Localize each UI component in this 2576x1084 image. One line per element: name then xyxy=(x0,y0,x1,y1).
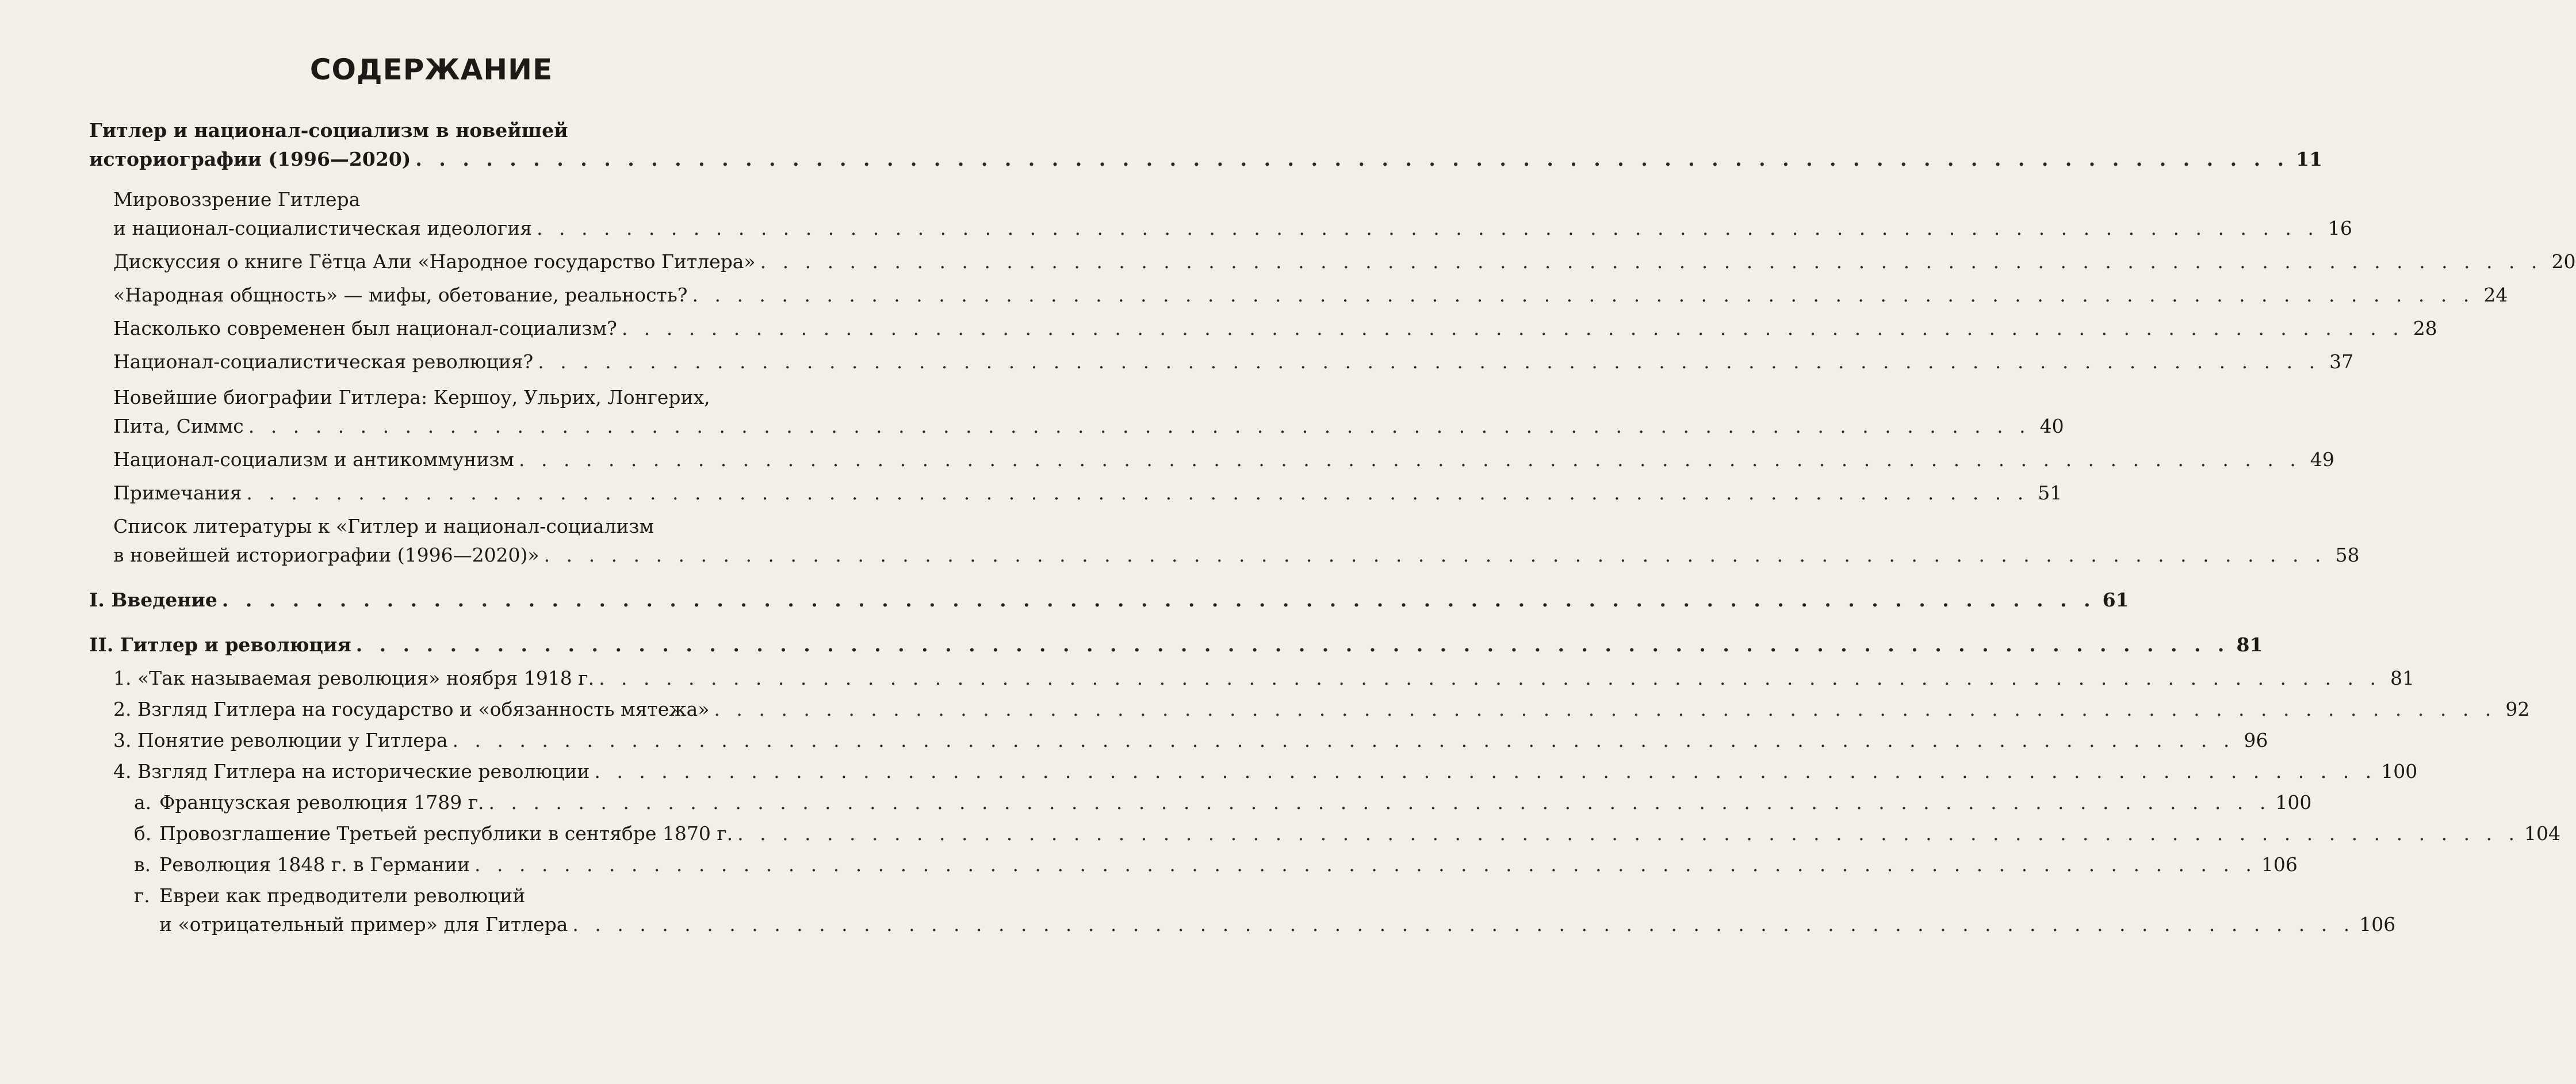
toc-entry-text: Национал-социалистическая революция? xyxy=(113,350,534,373)
page-number: 20 xyxy=(2551,250,2576,273)
leader-dots: . . . . . . . . . . . . . . . . . . . . . . . . . . . . . . . . . . . . . . . . . . . . . . . . . . . . . . . . . . . . . . . . . . . . . . . . . . . . . . . . xyxy=(248,415,2031,437)
toc-entry xyxy=(89,881,2396,939)
toc-entry xyxy=(89,631,2263,659)
leader-dots: . . . . . . . . . . . . . . . . . . . . . . . . . . . . . . . . . . . . . . . . . . . . . . . . . . . . . . . . . . . . . . . . . . . . . . . . . . . . . . . . xyxy=(355,633,2230,656)
toc-entry-text: Национал-социализм и антикоммунизм xyxy=(113,448,514,471)
toc-entry-marker: б. xyxy=(134,822,152,845)
leader-dots: . . . . . . . . . . . . . . . . . . . . . . . . . . . . . . . . . . . . . . . . . . . . . . . . . . . . . . . . . . . . . . . . . . . . . . . . . . . . . . . . xyxy=(594,760,2377,783)
toc-entry xyxy=(89,695,2530,724)
page-number: 16 xyxy=(2328,217,2352,239)
toc-entry xyxy=(89,757,2418,786)
leader-dots: . . . . . . . . . . . . . . . . . . . . . . . . . . . . . . . . . . . . . . . . . . . . . . . . . . . . . . . . . . . . . . . . . . . . . . . . . . . . . . . . xyxy=(415,148,2290,170)
table-of-contents xyxy=(89,113,2576,939)
toc-entry-text: Провозглашение Третьей республики в сентябре 1870 г. xyxy=(159,822,733,845)
toc-entry xyxy=(89,185,2352,243)
page-number: 81 xyxy=(2236,633,2263,656)
leader-dots: . . . . . . . . . . . . . . . . . . . . . . . . . . . . . . . . . . . . . . . . . . . . . . . . . . . . . . . . . . . . . . . . . . . . . . . . . . . . . . . . xyxy=(538,350,2321,373)
toc-entry-text: в новейшей историографии (1996—2020)» xyxy=(113,544,539,566)
toc-entry-text: историографии (1996—2020) xyxy=(89,148,411,170)
toc-entry xyxy=(89,348,2354,376)
leader-dots: . . . . . . . . . . . . . . . . . . . . . . . . . . . . . . . . . . . . . . . . . . . . . . . . . . . . . . . . . . . . . . . . . . . . . . . . . . . . . . . . xyxy=(692,284,2475,306)
page-number: 81 xyxy=(2390,667,2414,689)
leader-dots: . . . . . . . . . . . . . . . . . . . . . . . . . . . . . . . . . . . . . . . . . . . . . . . . . . . . . . . . . . . . . . . . . . . . . . . . . . . . . . . . xyxy=(714,698,2497,720)
toc-entry xyxy=(89,445,2334,474)
page-number: 92 xyxy=(2505,698,2530,720)
page-number: 40 xyxy=(2039,415,2064,437)
toc-entry xyxy=(89,479,2062,507)
toc-entry-text: 1. «Так называемая революция» ноября 1918 г. xyxy=(113,667,595,689)
toc-entry xyxy=(89,586,2129,614)
toc-entry-text: Насколько современен был национал-социализм? xyxy=(113,317,617,339)
toc-entry xyxy=(89,314,2437,343)
toc-entry-text: Список литературы к «Гитлер и национал-социализм xyxy=(113,515,654,537)
toc-entry-text: 2. Взгляд Гитлера на государство и «обязанность мятежа» xyxy=(113,698,710,720)
toc-entry-text: Революция 1848 г. в Германии xyxy=(159,853,470,876)
toc-entry-marker: в. xyxy=(134,853,151,876)
toc-entry xyxy=(89,281,2508,310)
page-number: 61 xyxy=(2102,589,2129,611)
toc-entry-text: и национал-социалистическая идеология xyxy=(113,217,533,239)
leader-dots: . . . . . . . . . . . . . . . . . . . . . . . . . . . . . . . . . . . . . . . . . . . . . . . . . . . . . . . . . . . . . . . . . . . . . . . . . . . . . . . . xyxy=(572,913,2355,936)
leader-dots: . . . . . . . . . . . . . . . . . . . . . . . . . . . . . . . . . . . . . . . . . . . . . . . . . . . . . . . . . . . . . . . . . . . . . . . . . . . . . . . . xyxy=(737,822,2520,845)
toc-entry-marker: г. xyxy=(134,884,150,907)
toc-entry-text: II. Гитлер и революция xyxy=(89,633,351,656)
toc-entry-text: Дискуссия о книге Гётца Али «Народное государство Гитлера» xyxy=(113,250,756,273)
page-number: 11 xyxy=(2296,148,2323,170)
toc-entry-text: I. Введение xyxy=(89,589,217,611)
page-number: 96 xyxy=(2244,729,2268,751)
toc-entry xyxy=(89,819,2561,848)
toc-entry-marker: а. xyxy=(134,791,152,814)
page-number: 100 xyxy=(2381,760,2418,783)
page-number: 104 xyxy=(2524,822,2561,845)
page-number: 37 xyxy=(2329,350,2354,373)
toc-entry-text: Примечания xyxy=(113,482,242,504)
page-number: 24 xyxy=(2483,284,2508,306)
toc-entry-text: Евреи как предводители революций xyxy=(159,884,526,907)
leader-dots: . . . . . . . . . . . . . . . . . . . . . . . . . . . . . . . . . . . . . . . . . . . . . . . . . . . . . . . . . . . . . . . . . . . . . . . . . . . . . . . . xyxy=(518,448,2301,471)
toc-entry xyxy=(89,512,2360,570)
page-number: 106 xyxy=(2359,913,2396,936)
toc-entry-text: Пита, Симмс xyxy=(113,415,244,437)
toc-entry-text: Мировоззрение Гитлера xyxy=(113,188,361,211)
page-title: СОДЕРЖАНИЕ xyxy=(309,53,553,86)
leader-dots: . . . . . . . . . . . . . . . . . . . . . . . . . . . . . . . . . . . . . . . . . . . . . . . . . . . . . . . . . . . . . . . . . . . . . . . . . . . . . . . . xyxy=(760,250,2543,273)
toc-entry-text: 4. Взгляд Гитлера на исторические революции xyxy=(113,760,590,783)
toc-entry-text: Новейшие биографии Гитлера: Кершоу, Ульрих, Лонгерих, xyxy=(113,386,710,409)
page-number: 49 xyxy=(2310,448,2334,471)
toc-entry xyxy=(89,788,2312,817)
toc-entry xyxy=(89,116,2323,174)
toc-entry-text: Французская революция 1789 г. xyxy=(159,791,484,814)
toc-entry xyxy=(89,664,2414,693)
leader-dots: . . . . . . . . . . . . . . . . . . . . . . . . . . . . . . . . . . . . . . . . . . . . . . . . . . . . . . . . . . . . . . . . . . . . . . . . . . . . . . . . xyxy=(221,589,2096,611)
toc-entry xyxy=(89,850,2298,879)
leader-dots: . . . . . . . . . . . . . . . . . . . . . . . . . . . . . . . . . . . . . . . . . . . . . . . . . . . . . . . . . . . . . . . . . . . . . . . . . . . . . . . . xyxy=(488,791,2271,814)
page-number: 28 xyxy=(2413,317,2437,339)
toc-entry-text: 3. Понятие революции у Гитлера xyxy=(113,729,448,751)
toc-entry-text: Гитлер и национал-социализм в новейшей xyxy=(89,119,568,142)
leader-dots: . . . . . . . . . . . . . . . . . . . . . . . . . . . . . . . . . . . . . . . . . . . . . . . . . . . . . . . . . . . . . . . . . . . . . . . . . . . . . . . . xyxy=(474,853,2257,876)
page-number: 58 xyxy=(2335,544,2360,566)
leader-dots: . . . . . . . . . . . . . . . . . . . . . . . . . . . . . . . . . . . . . . . . . . . . . . . . . . . . . . . . . . . . . . . . . . . . . . . . . . . . . . . . xyxy=(599,667,2381,689)
toc-entry xyxy=(89,247,2576,276)
toc-entry xyxy=(89,383,2064,441)
leader-dots: . . . . . . . . . . . . . . . . . . . . . . . . . . . . . . . . . . . . . . . . . . . . . . . . . . . . . . . . . . . . . . . . . . . . . . . . . . . . . . . . xyxy=(452,729,2235,751)
toc-entry-text: «Народная общность» — мифы, обетование, реальность? xyxy=(113,284,688,306)
page-number: 106 xyxy=(2261,853,2298,876)
leader-dots: . . . . . . . . . . . . . . . . . . . . . . . . . . . . . . . . . . . . . . . . . . . . . . . . . . . . . . . . . . . . . . . . . . . . . . . . . . . . . . . . xyxy=(537,217,2319,239)
page-number: 100 xyxy=(2275,791,2312,814)
leader-dots: . . . . . . . . . . . . . . . . . . . . . . . . . . . . . . . . . . . . . . . . . . . . . . . . . . . . . . . . . . . . . . . . . . . . . . . . . . . . . . . . xyxy=(621,317,2404,339)
leader-dots: . . . . . . . . . . . . . . . . . . . . . . . . . . . . . . . . . . . . . . . . . . . . . . . . . . . . . . . . . . . . . . . . . . . . . . . . . . . . . . . . xyxy=(246,482,2029,504)
toc-entry xyxy=(89,726,2268,755)
leader-dots: . . . . . . . . . . . . . . . . . . . . . . . . . . . . . . . . . . . . . . . . . . . . . . . . . . . . . . . . . . . . . . . . . . . . . . . . . . . . . . . . xyxy=(543,544,2326,566)
page-number: 51 xyxy=(2038,482,2062,504)
toc-entry-text: и «отрицательный пример» для Гитлера xyxy=(159,913,568,936)
